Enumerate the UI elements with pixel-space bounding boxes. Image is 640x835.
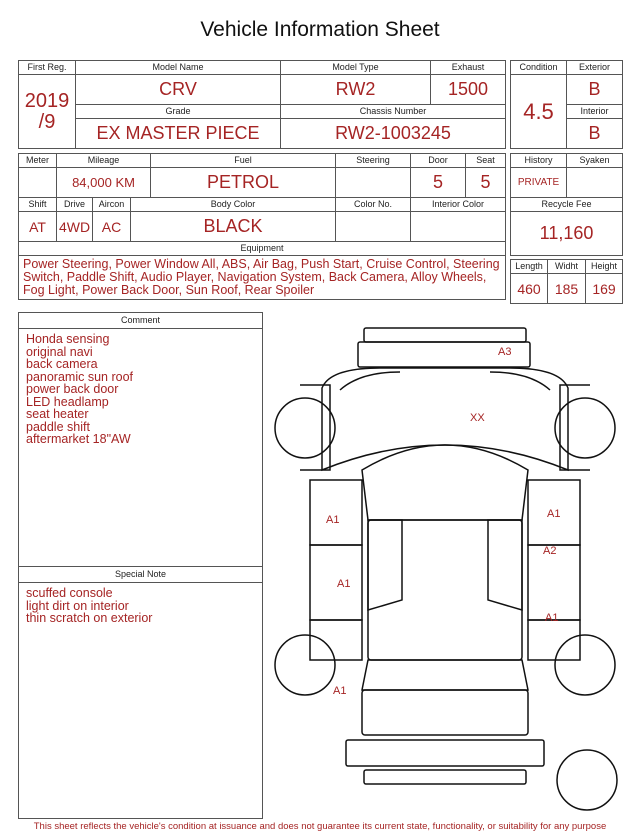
aircon-value: AC (93, 212, 131, 242)
equipment-label: Equipment (19, 242, 506, 256)
comment-lines (19, 329, 262, 450)
color-no-label: Color No. (336, 198, 411, 212)
body-color-value: BLACK (131, 212, 336, 242)
right-front-wheel (555, 398, 615, 458)
length-value: 460 (511, 274, 548, 304)
hood (322, 368, 568, 470)
left-rear-door (310, 545, 362, 620)
first-reg-value (19, 75, 76, 149)
left-front-wheel (275, 398, 335, 458)
grade-label: Grade (76, 105, 281, 119)
special-note-line: thin scratch on exterior (26, 611, 153, 625)
exterior-value: B (567, 75, 623, 105)
comment-line: Honda sensing (26, 332, 110, 346)
chassis-label: Chassis Number (281, 105, 506, 119)
condition-label: Condition (511, 61, 567, 75)
comment-line: aftermarket 18"AW (26, 432, 131, 446)
body-color-label: Body Color (131, 198, 336, 212)
width-label: Widht (548, 260, 586, 274)
vehicle-id-table (18, 60, 506, 149)
damage-a3: A3 (498, 346, 512, 358)
first-reg-year: 2019 (24, 89, 70, 112)
right-quarter (528, 620, 580, 660)
left-front-door (310, 480, 362, 545)
fuel-label: Fuel (151, 154, 336, 168)
comment-label: Comment (19, 313, 262, 329)
door-label: Door (411, 154, 466, 168)
first-reg-month: /9 (38, 110, 56, 133)
comment-line: original navi (26, 344, 93, 359)
condition-value: 4.5 (511, 75, 567, 149)
specs-table (18, 153, 506, 300)
drive-value: 4WD (57, 212, 93, 242)
windshield (362, 445, 528, 520)
exterior-label: Exterior (567, 61, 623, 75)
right-rear-wheel (555, 635, 615, 695)
special-note-panel (18, 566, 263, 819)
spare-tire (557, 750, 617, 810)
comment-panel (18, 312, 263, 567)
model-name-label: Model Name (76, 61, 281, 75)
interior-color-label: Interior Color (411, 198, 506, 212)
damage-a2-right: A2 (543, 545, 557, 557)
tailgate (362, 690, 528, 735)
special-note-line: scuffed console (26, 586, 113, 600)
steering-label: Steering (336, 154, 411, 168)
door-value: 5 (411, 168, 466, 198)
left-quarter (310, 620, 362, 660)
color-no-value (336, 212, 411, 242)
seat-value: 5 (466, 168, 506, 198)
interior-label: Interior (567, 105, 623, 119)
comment-line: LED headlamp (26, 394, 109, 409)
comment-line: back camera (26, 357, 98, 371)
meter-value (19, 168, 57, 198)
interior-value: B (567, 119, 623, 149)
comment-line: seat heater (26, 407, 89, 421)
interior-color-value (411, 212, 506, 242)
steering-value (336, 168, 411, 198)
rear-bumper-lower (364, 770, 526, 784)
fuel-value: PETROL (151, 168, 336, 198)
headlight-right (490, 372, 550, 390)
sheet-title: Vehicle Information Sheet (200, 18, 440, 41)
damage-a1-left-rear: A1 (337, 578, 351, 590)
exhaust-value: 1500 (431, 75, 506, 105)
shift-label: Shift (19, 198, 57, 212)
width-value: 185 (548, 274, 586, 304)
length-label: Length (511, 260, 548, 274)
damage-xx: XX (470, 412, 485, 424)
mileage-value: 84,000 KM (57, 168, 151, 198)
drive-label: Drive (57, 198, 93, 212)
condition-table (510, 60, 623, 149)
recycle-fee-label: Recycle Fee (511, 198, 623, 212)
left-pillar (368, 520, 402, 610)
chassis-value: RW2-1003245 (281, 119, 506, 149)
comment-line: power back door (26, 382, 119, 396)
first-reg-label: First Reg. (19, 61, 76, 75)
meter-label: Meter (19, 154, 57, 168)
grade-value: EX MASTER PIECE (76, 119, 281, 149)
special-note-line: light dirt on interior (26, 598, 129, 613)
seat-label: Seat (466, 154, 506, 168)
exhaust-label: Exhaust (431, 61, 506, 75)
model-name-value: CRV (76, 75, 281, 105)
headlight-left (340, 372, 400, 390)
syaken-label: Syaken (567, 154, 623, 168)
disclaimer-footer: This sheet reflects the vehicle's condition at issuance and does not guarantee its current state, functionality, or suitability for any purpose (33, 821, 607, 832)
damage-a1-right-rear: A1 (545, 612, 559, 624)
special-note-label: Special Note (19, 567, 262, 583)
damage-a1-left-front: A1 (326, 514, 340, 526)
roof (368, 520, 522, 660)
aircon-label: Aircon (93, 198, 131, 212)
special-note-lines (19, 583, 262, 629)
shift-value: AT (19, 212, 57, 242)
height-value: 169 (586, 274, 623, 304)
rear-window (362, 660, 528, 690)
comment-line: panoramic sun roof (26, 369, 134, 384)
model-type-value: RW2 (281, 75, 431, 105)
rear-bumper (346, 740, 544, 766)
front-bumper-outer (364, 328, 526, 342)
equipment-value: Power Steering, Power Window All, ABS, Air Bag, Push Start, Cruise Control, Steering Switch, Paddle Shift, Audio Player, Navigation System, Back Camera, Alloy Wheels, Fog Light, Power Back Door, Sun Roof, Rear Spoiler (19, 256, 506, 300)
height-label: Height (586, 260, 623, 274)
mileage-label: Mileage (57, 154, 151, 168)
history-table (510, 153, 623, 256)
damage-a1-left-bottom: A1 (333, 685, 347, 697)
history-value: PRIVATE (511, 168, 567, 198)
left-rear-wheel (275, 635, 335, 695)
right-pillar (488, 520, 522, 610)
damage-a1-right-front: A1 (547, 508, 561, 520)
car-damage-diagram (268, 318, 628, 818)
history-label: History (511, 154, 567, 168)
dimensions-table (510, 259, 623, 304)
syaken-value (567, 168, 623, 198)
recycle-fee-value: 11,160 (511, 212, 623, 256)
comment-line: paddle shift (26, 419, 90, 434)
model-type-label: Model Type (281, 61, 431, 75)
